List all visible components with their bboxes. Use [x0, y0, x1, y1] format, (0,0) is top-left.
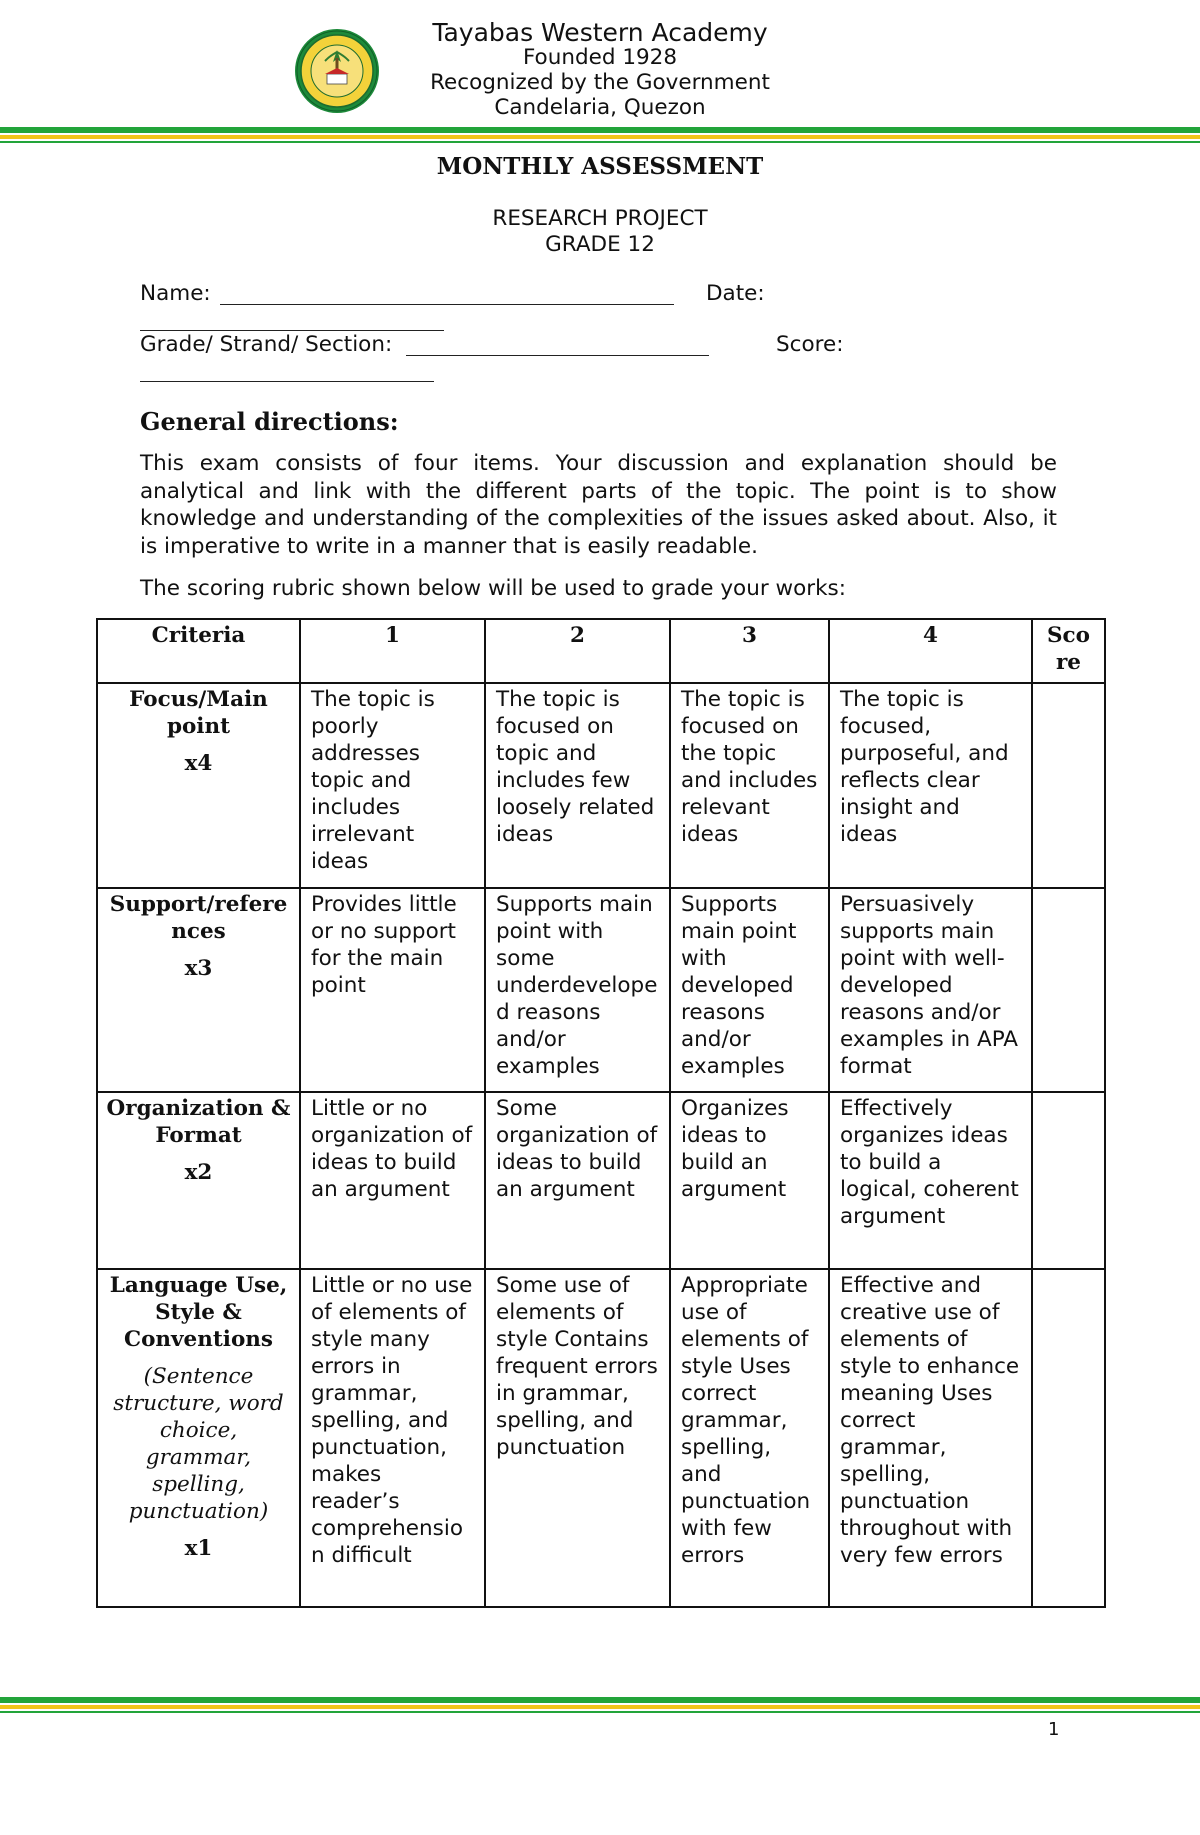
criteria-multiplier: x3 — [184, 956, 213, 981]
grade-strand-section-label: Grade/ Strand/ Section: — [140, 332, 393, 357]
level-4-header: 4 — [829, 619, 1032, 683]
founded-line: Founded 1928 — [522, 45, 678, 70]
criteria-cell — [97, 683, 300, 888]
level-1-descriptor: Little or no use of elements of style many errors in grammar, spelling, and punctuation, makes reader’s comprehension difficult — [300, 1269, 485, 1607]
level-4-descriptor: Effectively organizes ideas to build a logical, coherent argument — [829, 1092, 1032, 1269]
score-label: Score: — [776, 332, 844, 357]
score-cell[interactable] — [1032, 1092, 1105, 1269]
subtitle-line-1: RESEARCH PROJECT — [492, 206, 708, 231]
recognition-line: Recognized by the Government — [430, 70, 770, 95]
location-line: Candelaria, Quezon — [494, 95, 706, 120]
date-label: Date: — [706, 281, 765, 306]
level-1-descriptor: Little or no organization of ideas to build an argument — [300, 1092, 485, 1269]
score-header — [1032, 619, 1105, 683]
date-blank[interactable] — [140, 330, 444, 331]
score-header-part-2: re — [1055, 650, 1081, 675]
level-1-header: 1 — [300, 619, 485, 683]
criteria-note-text: Sentence structure, word choice, grammar, spelling, punctuation — [113, 1364, 284, 1524]
bottom-divider-green-thin — [0, 1711, 1200, 1713]
rubric-row-organization — [97, 1092, 1105, 1269]
criteria-multiplier: x1 — [184, 1536, 213, 1561]
level-3-descriptor: Organizes ideas to build an argument — [670, 1092, 829, 1269]
score-cell[interactable] — [1032, 888, 1105, 1092]
level-4-descriptor: Persuasively supports main point with well-developed reasons and/or examples in APA format — [829, 888, 1032, 1092]
name-label: Name: — [140, 281, 211, 306]
school-seal-icon — [294, 28, 380, 114]
page-number: 1 — [1048, 1719, 1060, 1740]
bottom-divider-green — [0, 1697, 1200, 1703]
score-blank[interactable] — [140, 381, 434, 382]
level-1-descriptor: Provides little or no support for the main point — [300, 888, 485, 1092]
level-4-descriptor: Effective and creative use of elements of style to enhance meaning Uses correct grammar, spelling, punctuation throughout with very few errors — [829, 1269, 1032, 1607]
level-2-descriptor: The topic is focused on topic and includes few loosely related ideas — [485, 683, 670, 888]
score-cell[interactable] — [1032, 1269, 1105, 1607]
top-divider-green-thin — [0, 141, 1200, 143]
school-name: Tayabas Western Academy — [432, 18, 768, 47]
subtitle-line-2: GRADE 12 — [545, 232, 655, 257]
rubric-row-support — [97, 888, 1105, 1092]
criteria-name: Focus/Main point — [129, 687, 268, 739]
subtitle — [0, 206, 1200, 258]
criteria-note: (Sentence structure, word choice, grammar, spelling, punctuation) — [113, 1364, 284, 1524]
score-cell[interactable] — [1032, 683, 1105, 888]
rubric-header-row — [97, 619, 1105, 683]
level-2-descriptor: Supports main point with some underdeveloped reasons and/or examples — [485, 888, 670, 1092]
top-divider-yellow — [0, 135, 1200, 139]
score-header-part-1: Sco — [1047, 623, 1090, 648]
level-2-descriptor: Some organization of ideas to build an argument — [485, 1092, 670, 1269]
criteria-cell — [97, 888, 300, 1092]
rubric-intro: The scoring rubric shown below will be used to grade your works: — [140, 576, 846, 601]
level-1-descriptor: The topic is poorly addresses topic and includes irrelevant ideas — [300, 683, 485, 888]
level-2-header: 2 — [485, 619, 670, 683]
criteria-cell — [97, 1269, 300, 1607]
criteria-multiplier: x4 — [184, 751, 213, 776]
name-blank[interactable] — [220, 304, 674, 305]
rubric-row-focus — [97, 683, 1105, 888]
criteria-cell — [97, 1092, 300, 1269]
criteria-name: Language Use, Style & Conventions — [109, 1273, 288, 1352]
directions-heading: General directions: — [140, 407, 399, 436]
school-header — [370, 20, 830, 120]
level-3-header: 3 — [670, 619, 829, 683]
directions-paragraph: This exam consists of four items. Your discussion and explanation should be analytical and link with the different parts of the topic. The point is to show knowledge and understanding of the complexities of the issues asked about. Also, it is imperative to write in a manner that is easily readable. — [140, 451, 1057, 559]
scoring-rubric-table — [96, 618, 1106, 1608]
criteria-header: Criteria — [97, 619, 300, 683]
criteria-name: Organization & Format — [106, 1096, 291, 1148]
top-divider-green — [0, 127, 1200, 133]
grade-strand-section-blank[interactable] — [406, 355, 709, 356]
level-3-descriptor: The topic is focused on the topic and includes relevant ideas — [670, 683, 829, 888]
criteria-name: Support/references — [109, 892, 288, 944]
bottom-divider-yellow — [0, 1705, 1200, 1709]
page-title: MONTHLY ASSESSMENT — [436, 153, 764, 180]
criteria-multiplier: x2 — [184, 1160, 213, 1185]
level-3-descriptor: Appropriate use of elements of style Uses correct grammar, spelling, and punctuation with few errors — [670, 1269, 829, 1607]
level-2-descriptor: Some use of elements of style Contains frequent errors in grammar, spelling, and punctuation — [485, 1269, 670, 1607]
level-3-descriptor: Supports main point with developed reasons and/or examples — [670, 888, 829, 1092]
rubric-row-language — [97, 1269, 1105, 1607]
level-4-descriptor: The topic is focused, purposeful, and reflects clear insight and ideas — [829, 683, 1032, 888]
